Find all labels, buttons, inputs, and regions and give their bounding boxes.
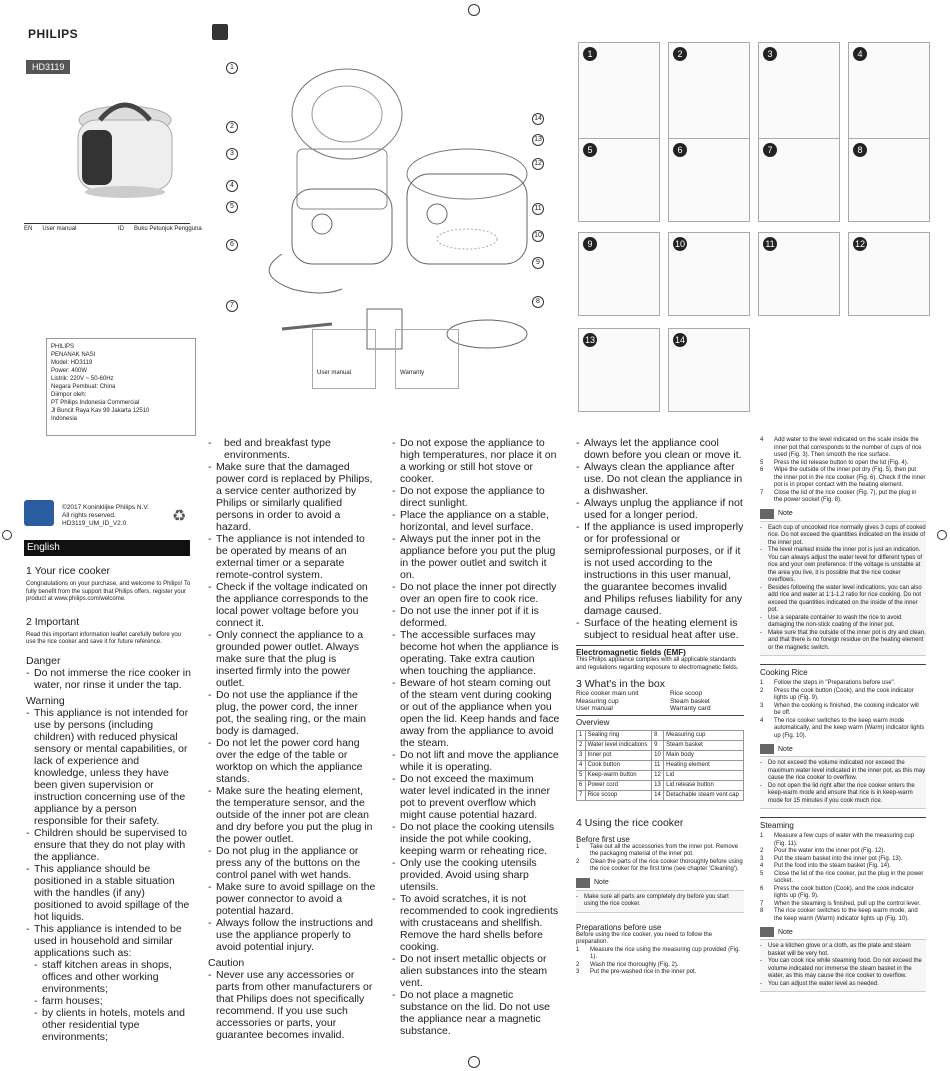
- list-item: - Children should be supervised to ensure that they do not play with the appliance.: [26, 827, 191, 863]
- list-item: - Do not insert metallic objects or alien substances into the steam vent.: [392, 953, 560, 989]
- danger-title: Danger: [26, 654, 61, 667]
- figure-5: 5: [578, 138, 660, 222]
- list-item: - Beware of hot steam coming out of the steam vent during cooking or out of the appliance when you open the lid. Keep hands and face away from the appliance to avoid the steam.: [392, 677, 560, 749]
- list-item: 4 The rice cooker switches to the keep warm mode automatically, and the keep warm (Warm) indicator lights up (Fig. 10).: [760, 717, 925, 739]
- table-row: 7 Rice scoop 14 Detachable steam vent cap: [577, 790, 744, 800]
- list-item: - Do not place a magnetic substance on the lid. Do not use the appliance near a magnetic substance.: [392, 989, 560, 1037]
- list-item: - Do not plug in the appliance or press any of the buttons on the control panel with wet hands.: [208, 845, 376, 881]
- column-3: [392, 437, 560, 1037]
- list-item: - Do not let the power cord hang over the edge of the table or worktop on which the appliance stands.: [208, 737, 376, 785]
- list-item: - This appliance is not intended for use by persons (including children) with reduced physical sensory or mental capabilities, or lack of experience and knowledge, unless they have been given supervision or instruction concerning use of the appliance by a person responsible for their safety.: [26, 707, 191, 827]
- list-item: 3 Put the pre-washed rice in the inner pot.: [576, 969, 697, 975]
- figure-1: 1: [578, 42, 660, 144]
- figure-14: 14: [668, 328, 750, 412]
- steaming-title: Steaming: [760, 821, 794, 830]
- callout-13: 13: [532, 134, 544, 146]
- list-item: - Do not place the cooking utensils inside the pot while cooking, keeping warm or reheating rice.: [392, 821, 560, 857]
- cover-divider: [24, 223, 190, 224]
- box-item: Measuring cup: [576, 697, 619, 705]
- list-item: - bed and breakfast type environments.: [208, 437, 376, 461]
- list-item: - Besides following the water level indications, you can also add rice and water at 1:1-1.2 ratio for rice cooking. Do not exceed the quantities indicated on the inside of the inner pot.: [760, 585, 926, 615]
- list-item: - Do not expose the appliance to direct sunlight.: [392, 485, 560, 509]
- list-item: - Do not exceed the maximum water level indicated in the inner pot to prevent overflow which might cause potential hazard.: [392, 773, 560, 821]
- note-label: Note: [594, 879, 609, 886]
- box-contents: [576, 690, 744, 713]
- list-item: - Only connect the appliance to a grounded power outlet. Always make sure that the plug is inserted firmly into the power outlet.: [208, 629, 376, 689]
- caution-list-cont-2: [576, 437, 744, 641]
- registration-mark-top: [468, 4, 480, 16]
- caution-list: [208, 969, 376, 1041]
- list-item: - Surface of the heating element is subject to residual heat after use.: [576, 617, 744, 641]
- list-item: 1 Measure the rice using the measuring cup provided (Fig. 1).: [576, 946, 741, 960]
- note-box: [760, 744, 926, 809]
- section-body: Read this important information leaflet carefully before you use the rice cooker and save it for future reference.: [26, 631, 182, 645]
- box-item: Warranty card: [670, 705, 711, 712]
- list-item: - Do not exceed the volume indicated nor exceed the maximum water level indicated in the inner pot, as this may cause the rice cooker to overflow.: [760, 760, 926, 783]
- registration-mark-left: [2, 530, 12, 540]
- list-item: 4 Put the food into the steam basket (Fig. 14).: [760, 863, 891, 869]
- steaming-steps: [760, 833, 926, 923]
- cooking-title: Cooking Rice: [760, 668, 808, 677]
- list-item: - by clients in hotels, motels and other residential type environments;: [34, 1007, 191, 1043]
- list-item: 2 Clean the parts of the rice cooker thoroughly before using the rice cooker for the first time (see chapter 'Cleaning').: [576, 858, 743, 872]
- list-item: - Make sure that the outside of the inner pot is dry and clean, and that there is no foreign residue on the heating element or the magnetic switch.: [760, 630, 926, 653]
- parts-diagram: [212, 24, 552, 404]
- brand-logo: PHILIPS: [28, 27, 79, 41]
- before-title: Before first use: [576, 834, 630, 844]
- note-icon: [760, 927, 774, 937]
- list-item: - Always clean the appliance after use. Do not clean the appliance in a dishwasher.: [576, 461, 744, 497]
- figure-11: 11: [758, 232, 840, 316]
- recycle-icon: ♻: [172, 508, 187, 525]
- list-item: - Never use any accessories or parts from other manufacturers or that Philips does not specifically recommend. If you use such accessories or parts, your guarantee becomes invalid.: [208, 969, 376, 1041]
- list-item: - farm houses;: [34, 995, 191, 1007]
- cooking-steps: [760, 680, 926, 740]
- list-item: - Do not open the lid right after the rice cooker enters the keep-warm mode and ensure that rice is in keep-warm mode for 15 minutes if you cook much rice.: [760, 783, 926, 806]
- box-item: Rice cooker main unit: [576, 690, 639, 697]
- caution-list-cont: [392, 437, 560, 1037]
- list-item: - Place the appliance on a stable, horizontal, and level surface.: [392, 509, 560, 533]
- figure-3: 3: [758, 42, 840, 144]
- emf-body: This Philips appliance complies with all applicable standards and regulations regarding exposure to electromagnetic fields.: [576, 657, 739, 671]
- table-row: 5 Keep-warm button 12 Lid: [577, 770, 744, 780]
- note-icon: [760, 509, 774, 519]
- warranty-card: Warranty: [395, 329, 459, 389]
- callout-6: 6: [226, 239, 238, 251]
- language-list: [24, 226, 212, 232]
- figure-2: 2: [668, 42, 750, 144]
- list-item: 1 Take out all the accessories from the inner pot. Remove the packaging material of the inner pot.: [576, 843, 739, 857]
- list-item: - The level marked inside the inner pot is just an indication. You can always adjust the water level for different types of rice and your own preference. If the voltage is unstable at the area you live, it is possible that the rice cooker overflows.: [760, 547, 926, 585]
- figure-4: 4: [848, 42, 930, 144]
- table-row: 3 Inner pot 10 Main body: [577, 750, 744, 760]
- list-item: 2 Wash the rice thoroughly (Fig. 2).: [576, 961, 679, 968]
- danger-list: [26, 667, 191, 691]
- list-item: 3 When the cooking is finished, the cooking indicator will be off.: [760, 702, 919, 716]
- callout-10: 10: [532, 230, 544, 242]
- table-row: 1 Sealing ring 8 Measuring cup: [577, 730, 744, 740]
- copyright-line: All rights reserved.: [62, 512, 116, 519]
- list-item: - staff kitchen areas in shops, offices and other working environments;: [34, 959, 191, 995]
- prep-title: Preparations before use: [576, 922, 662, 932]
- note-icon: [576, 878, 590, 888]
- list-item: 5 Press the lid release button to open the lid (Fig. 4).: [760, 459, 909, 466]
- info-line: Diimpor oleh:: [51, 392, 87, 398]
- callout-7: 7: [226, 300, 238, 312]
- info-line: Model: HD3119: [51, 360, 93, 366]
- list-item: - This appliance should be positioned in a stable situation with the handles (if any) positioned to avoid spillage of the hot liquids.: [26, 863, 191, 923]
- list-item: - Make sure to avoid spillage on the power connector to avoid a potential hazard.: [208, 881, 376, 917]
- list-item: 3 Put the steam basket into the inner pot (Fig. 13).: [760, 855, 903, 862]
- list-item: - Make sure all parts are completely dry before you start using the rice cooker.: [576, 894, 744, 909]
- note-box: [576, 878, 744, 913]
- info-line: Jl Buncit Raya Kav 99 Jakarta 12510: [51, 408, 150, 414]
- list-item: 5 Close the lid of the rice cooker, put the plug in the power socket.: [760, 870, 924, 884]
- box-item: User manual: [576, 705, 613, 712]
- list-item: 8 The rice cooker switches to the keep warm mode, and the keep warm (Warm) indicator lights up (Fig. 10).: [760, 908, 918, 922]
- column-4: [576, 437, 744, 977]
- lang-id-code: ID: [118, 226, 125, 232]
- list-item: - Always unplug the appliance if not used for a longer period.: [576, 497, 744, 521]
- list-item: - Always put the inner pot in the appliance before you put the plug in the power outlet and switch it on.: [392, 533, 560, 581]
- callout-3: 3: [226, 148, 238, 160]
- before-steps: [576, 844, 744, 874]
- list-item: - Do not immerse the rice cooker in water, nor rinse it under the tap.: [26, 667, 191, 691]
- callout-9: 9: [532, 257, 544, 269]
- list-item: - Do not use the inner pot if it is deformed.: [392, 605, 560, 629]
- note-label: Note: [778, 510, 793, 517]
- prep-steps: [576, 947, 744, 977]
- overview-title: Overview: [576, 717, 610, 727]
- list-item: 2 Press the cook button (Cook), and the cook indicator lights up (Fig. 9).: [760, 687, 914, 701]
- list-item: - Make sure the heating element, the temperature sensor, and the outside of the inner pot are clean and dry before you put the plug in the power outlet.: [208, 785, 376, 845]
- warning-list: [26, 707, 191, 959]
- registration-mark-right: [937, 530, 947, 540]
- user-manual-card: User manual: [312, 329, 376, 389]
- warning-list-cont: [208, 437, 376, 953]
- warning-sub-list: [34, 959, 191, 1043]
- list-item: - This appliance is intended to be used in household and similar applications such as:: [26, 923, 191, 959]
- figure-13: 13: [578, 328, 660, 412]
- list-item: 4 Add water to the level indicated on the scale inside the inner pot that corresponds to the number of cups of rice used (Fig. 3). Then smooth the rice surface.: [760, 437, 922, 458]
- note-label: Note: [778, 928, 793, 936]
- info-line: Power: 400W: [51, 368, 88, 374]
- list-item: 1 Measure a few cups of water with the measuring cup (Fig. 11).: [760, 833, 915, 847]
- figure-7: 7: [758, 138, 840, 222]
- list-item: - Do not use the appliance if the plug, the power cord, the inner pot, the sealing ring, or the main body is damaged.: [208, 689, 376, 737]
- list-item: 6 Press the cook button (Cook), and the cook indicator lights up (Fig. 9).: [760, 885, 914, 899]
- info-line: Listrik: 220V ~ 50-60Hz: [51, 376, 114, 382]
- table-row: 4 Cook button 11 Heating element: [577, 760, 744, 770]
- callout-8: 8: [532, 296, 544, 308]
- info-line: PHILIPS: [51, 344, 75, 350]
- note-label: Note: [778, 745, 793, 753]
- list-item: - Each cup of uncooked rice normally gives 3 cups of cooked rice. Do not exceed the quantities indicated on the inside of the inner pot.: [760, 525, 926, 548]
- list-item: - Use a kitchen glove or a cloth, as the plate and steam basket will be very hot.: [760, 943, 926, 958]
- section-title: 2 Important: [26, 615, 80, 628]
- list-item: 7 When the steaming is finished, pull up the control lever.: [760, 900, 921, 907]
- figure-9: 9: [578, 232, 660, 316]
- figure-12: 12: [848, 232, 930, 316]
- box-title: 3 What's in the box: [576, 678, 665, 690]
- info-line: Indonesia: [51, 416, 78, 422]
- list-item: - If the appliance is used improperly or for professional or semiprofessional purposes, or if it is not used according to the instructions in this user manual, the guarantee becomes invalid and Philips refuses liability for any damage caused.: [576, 521, 744, 617]
- list-item: - Only use the cooking utensils provided. Avoid using sharp utensils.: [392, 857, 560, 893]
- copyright-block: [62, 504, 149, 528]
- contents-icon: [212, 24, 228, 40]
- callout-1: 1: [226, 62, 238, 74]
- callout-4: 4: [226, 180, 238, 192]
- list-item: - The appliance is not intended to be operated by means of an external timer or a separate remote-control system.: [208, 533, 376, 581]
- box-item: Rice scoop: [670, 690, 703, 697]
- figure-10: 10: [668, 232, 750, 316]
- list-item: - Do not place the inner pot directly over an open fire to cook rice.: [392, 581, 560, 605]
- s4-title: 4 Using the rice cooker: [576, 816, 684, 829]
- prep-body: Before using the rice cooker, you need to follow the preparation.: [576, 931, 713, 945]
- table-row: 2 Water level indications 9 Steam basket: [577, 740, 744, 750]
- list-item: - To avoid scratches, it is not recommended to cook ingredients with crustaceans and shellfish. Remove the hard shells before cooking.: [392, 893, 560, 953]
- info-line: PENANAK NASI: [51, 352, 96, 358]
- figure-6: 6: [668, 138, 750, 222]
- table-row: 6 Power cord 13 Lid release button: [577, 780, 744, 790]
- list-item: 1 Follow the steps in "Preparations before use".: [760, 680, 896, 686]
- doc-code: HD3119_UM_ID_V2.0: [62, 520, 127, 527]
- list-item: - Make sure that the damaged power cord is replaced by Philips, a service center authorized by Philips or similarly qualified persons in order to avoid a hazard.: [208, 461, 376, 533]
- note-icon: [760, 744, 774, 754]
- import-info-box: [46, 338, 196, 436]
- registration-mark-bottom: [468, 1056, 480, 1068]
- caution-title: Caution: [208, 957, 245, 969]
- callout-11: 11: [532, 203, 544, 215]
- section-title: 1 Your rice cooker: [26, 565, 111, 577]
- list-item: - Always let the appliance cool down before you clean or move it.: [576, 437, 744, 461]
- callout-5: 5: [226, 201, 238, 213]
- list-item: - Do not expose the appliance to high temperatures, nor place it on a working or still hot stove or cooker.: [392, 437, 560, 485]
- lang-en-code: EN: [24, 226, 33, 232]
- list-item: 2 Pour the water into the inner pot (Fig. 12).: [760, 848, 886, 854]
- info-line: Negara Pembuat: China: [51, 384, 116, 390]
- lang-en-label: User manual: [42, 226, 77, 232]
- list-item: - Use a separate container to wash the rice to avoid damaging the non-stick coating of the inner pot.: [760, 615, 926, 630]
- section-body: Congratulations on your purchase, and welcome to Philips! To fully benefit from the support that Philips offers, register your product at www.philips.com/welcome.: [26, 581, 191, 602]
- lang-id-label: Buku Petunjuk Pengguna: [134, 226, 202, 232]
- appliance-illustration: [242, 54, 552, 354]
- overview-table: [576, 730, 744, 801]
- column-5: [760, 437, 926, 992]
- callout-14: 14: [532, 113, 544, 125]
- list-item: - The accessible surfaces may become hot when the appliance is operating. Take extra caution when touching the appliance.: [392, 629, 560, 677]
- prep-steps-cont: [760, 437, 926, 505]
- note-box: [760, 927, 926, 992]
- model-badge: HD3119: [26, 60, 70, 74]
- list-item: - Always follow the instructions and use the appliance properly to avoid potential injury.: [208, 917, 376, 953]
- emf-title: Electromagnetic fields (EMF): [576, 648, 686, 657]
- callout-2: 2: [226, 121, 238, 133]
- list-item: - Check if the voltage indicated on the appliance corresponds to the local power voltage before you connect it.: [208, 581, 376, 629]
- language-header: English: [24, 540, 190, 556]
- list-item: 6 Wipe the outside of the inner pot dry (Fig. 5), then put the inner pot in the rice cooker (Fig. 6). Check if the inner pot is in proper contact with the heating element.: [760, 467, 926, 488]
- copyright-line: ©2017 Koninklijke Philips N.V.: [62, 504, 149, 511]
- list-item: - Do not lift and move the appliance while it is operating.: [392, 749, 560, 773]
- list-item: - You can cook rice while steaming food. Do not exceed the volume indicated nor immerse the steam basket in the water, as this may cause the rice cooker to overflow.: [760, 958, 926, 981]
- column-1: [26, 565, 191, 1043]
- info-line: PT Philips Indonesia Commercial: [51, 400, 140, 406]
- list-item: 7 Close the lid of the rice cooker (Fig. 7), put the plug in the power socket (Fig. 8).: [760, 489, 917, 503]
- note-box: [760, 509, 926, 657]
- callout-12: 12: [532, 158, 544, 170]
- column-2: [208, 437, 376, 1041]
- rice-cooker-photo: [70, 80, 180, 205]
- list-item: - You can adjust the water level as needed.: [760, 981, 926, 989]
- figure-8: 8: [848, 138, 930, 222]
- philips-shield-icon: [24, 500, 54, 526]
- warning-title: Warning: [26, 694, 65, 707]
- box-item: Steam basket: [670, 697, 710, 705]
